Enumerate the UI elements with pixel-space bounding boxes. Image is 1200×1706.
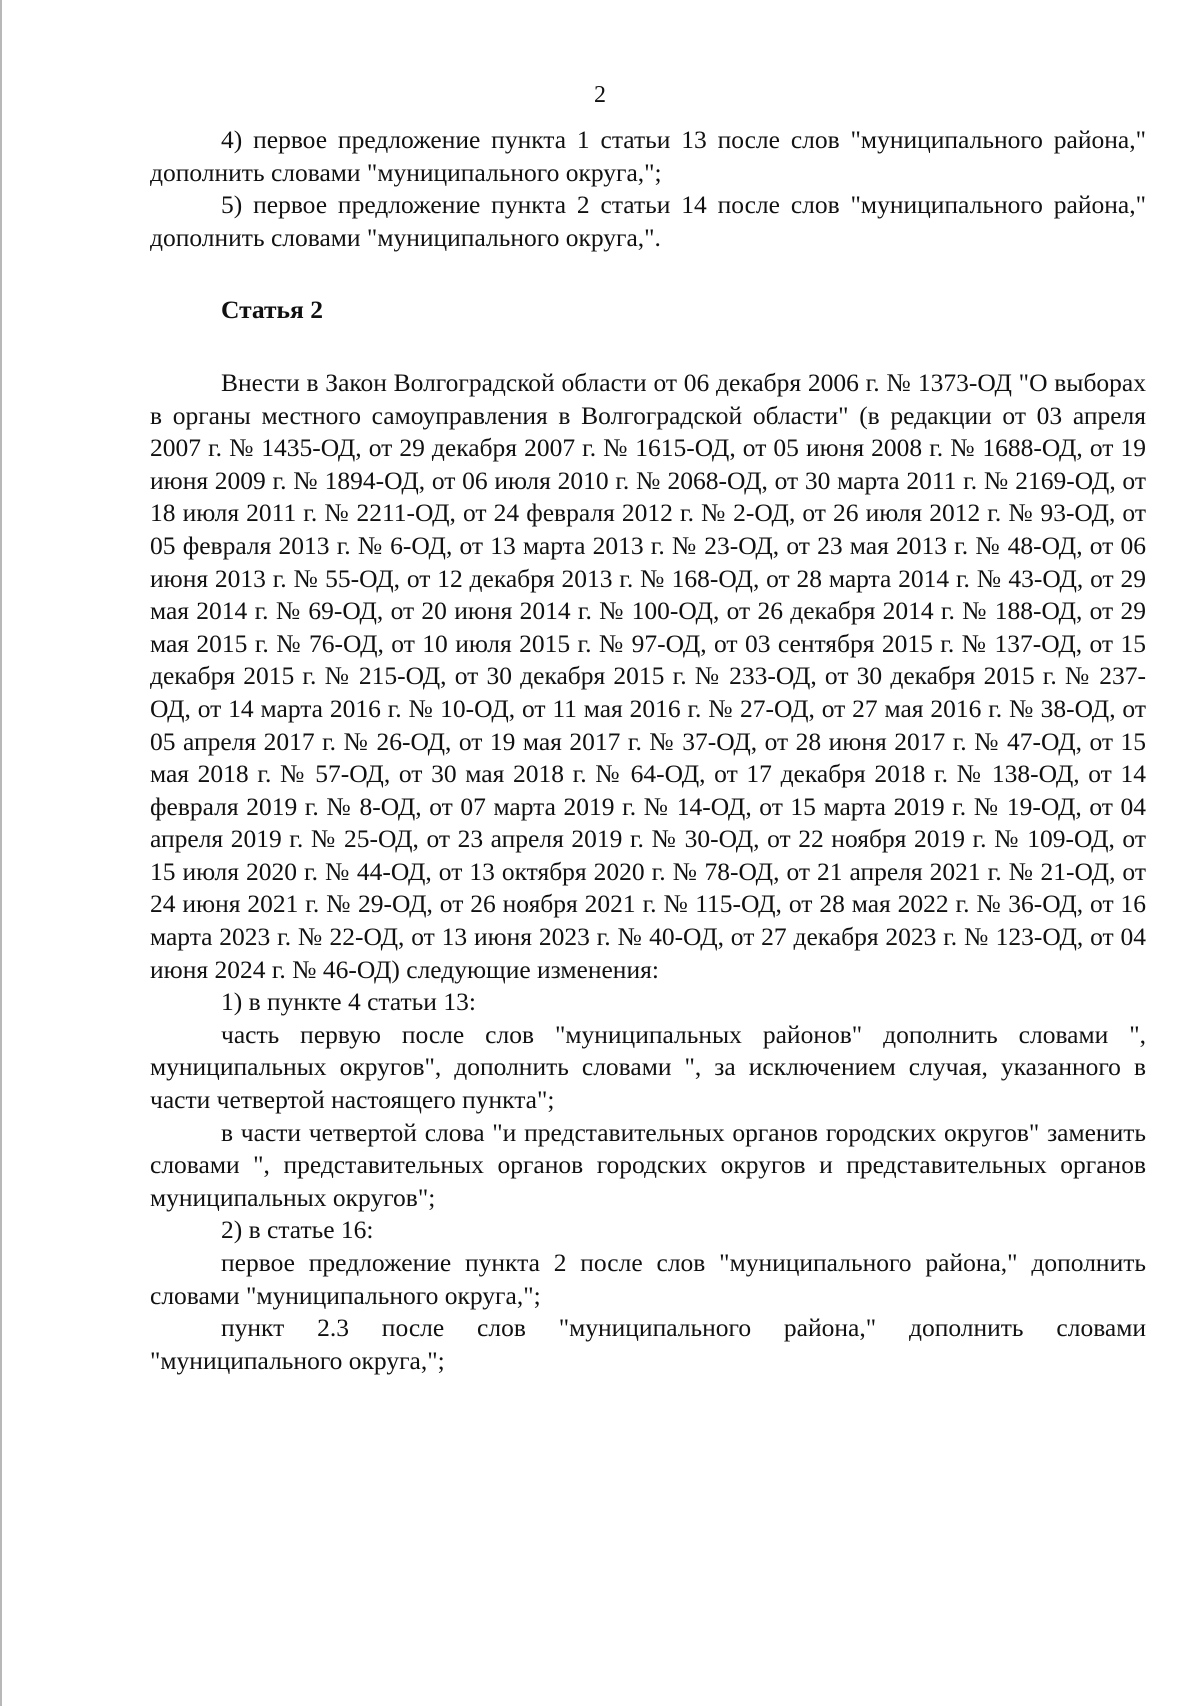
change-item-2: 2) в статье 16: (221, 1215, 374, 1245)
document-body (150, 124, 1146, 1377)
article-intro-paragraph: Внести в Закон Волгоградской области от 06 декабря 2006 г. № 1373-ОД "О выборах в органы местного самоуправления в Волгоградской области" (в редакции от 03 апреля 2007 г. № 1435-ОД, от 29 декабря 2007 г. № 1615-ОД, от 05 июня 2008 г. № 1688-ОД, от 19 июня 2009 г. № 1894-ОД, от 06 июля 2010 г. № 2068-ОД, от 30 марта 2011 г. № 2169-ОД, от 18 июля 2011 г. № 2211-ОД, от 24 февраля 2012 г. № 2-ОД, от 26 июля 2012 г. № 93-ОД, от 05 февраля 2013 г. № 6-ОД, от 13 марта 2013 г. № 23-ОД, от 23 мая 2013 г. № 48-ОД, от 06 июня 2013 г. № 55-ОД, от 12 декабря 2013 г. № 168-ОД, от 28 марта 2014 г. № 43-ОД, от 29 мая 2014 г. № 69-ОД, от 20 июня 2014 г. № 100-ОД, от 26 декабря 2014 г. № 188-ОД, от 29 мая 2015 г. № 76-ОД, от 10 июля 2015 г. № 97-ОД, от 03 сентября 2015 г. № 137-ОД, от 15 декабря 2015 г. № 215-ОД, от 30 декабря 2015 г. № 233-ОД, от 30 декабря 2015 г. № 237-ОД, от 14 марта 2016 г. № 10-ОД, от 11 мая 2016 г. № 27-ОД, от 27 мая 2016 г. № 38-ОД, от 05 апреля 2017 г. № 26-ОД, от 19 мая 2017 г. № 37-ОД, от 28 июня 2017 г. № 47-ОД, от 15 мая 2018 г. № 57-ОД, от 30 мая 2018 г. № 64-ОД, от 17 декабря 2018 г. № 138-ОД, от 14 февраля 2019 г. № 8-ОД, от 07 марта 2019 г. № 14-ОД, от 15 марта 2019 г. № 19-ОД, от 04 апреля 2019 г. № 25-ОД, от 23 апреля 2019 г. № 30-ОД, от 22 ноября 2019 г. № 109-ОД, от 15 июля 2020 г. № 44-ОД, от 13 октября 2020 г. № 78-ОД, от 21 апреля 2021 г. № 21-ОД, от 24 июня 2021 г. № 29-ОД, от 26 ноября 2021 г. № 115-ОД, от 28 мая 2022 г. № 36-ОД, от 16 марта 2023 г. № 22-ОД, от 13 июня 2023 г. № 40-ОД, от 27 декабря 2023 г. № 123-ОД, от 04 июня 2024 г. № 46-ОД) следующие изменения: (150, 367, 1146, 984)
change-item-1-part-fourth: в части четвертой слова "и представительных органов городских округов" заменить словами ", представительных органов городских округов и представительных органов муниципальных округов"; (150, 1117, 1146, 1212)
change-item-2-point-2: первое предложение пункта 2 после слов "муниципального района," дополнить словами "муниципального округа,"; (150, 1248, 1146, 1310)
amendment-item-5: 5) первое предложение пункта 2 статьи 14 после слов "муниципального района," дополнить словами "муниципального округа,". (150, 190, 1146, 252)
change-item-1: 1) в пункте 4 статьи 13: (221, 987, 476, 1017)
change-item-2-point-2-3: пункт 2.3 после слов "муниципального района," дополнить словами "муниципального округа,"; (150, 1313, 1146, 1375)
page-number: 2 (594, 82, 606, 108)
scan-edge-line (0, 0, 2, 1706)
amendment-item-4: 4) первое предложение пункта 1 статьи 13 после слов "муниципального района," дополнить словами "муниципального округа,"; (150, 125, 1146, 187)
article-heading: Статья 2 (221, 295, 323, 325)
change-item-1-part-first: часть первую после слов "муниципальных районов" дополнить словами ", муниципальных округов", дополнить словами ", за исключением случая, указанного в части четвертой настоящего пункта"; (150, 1019, 1146, 1115)
